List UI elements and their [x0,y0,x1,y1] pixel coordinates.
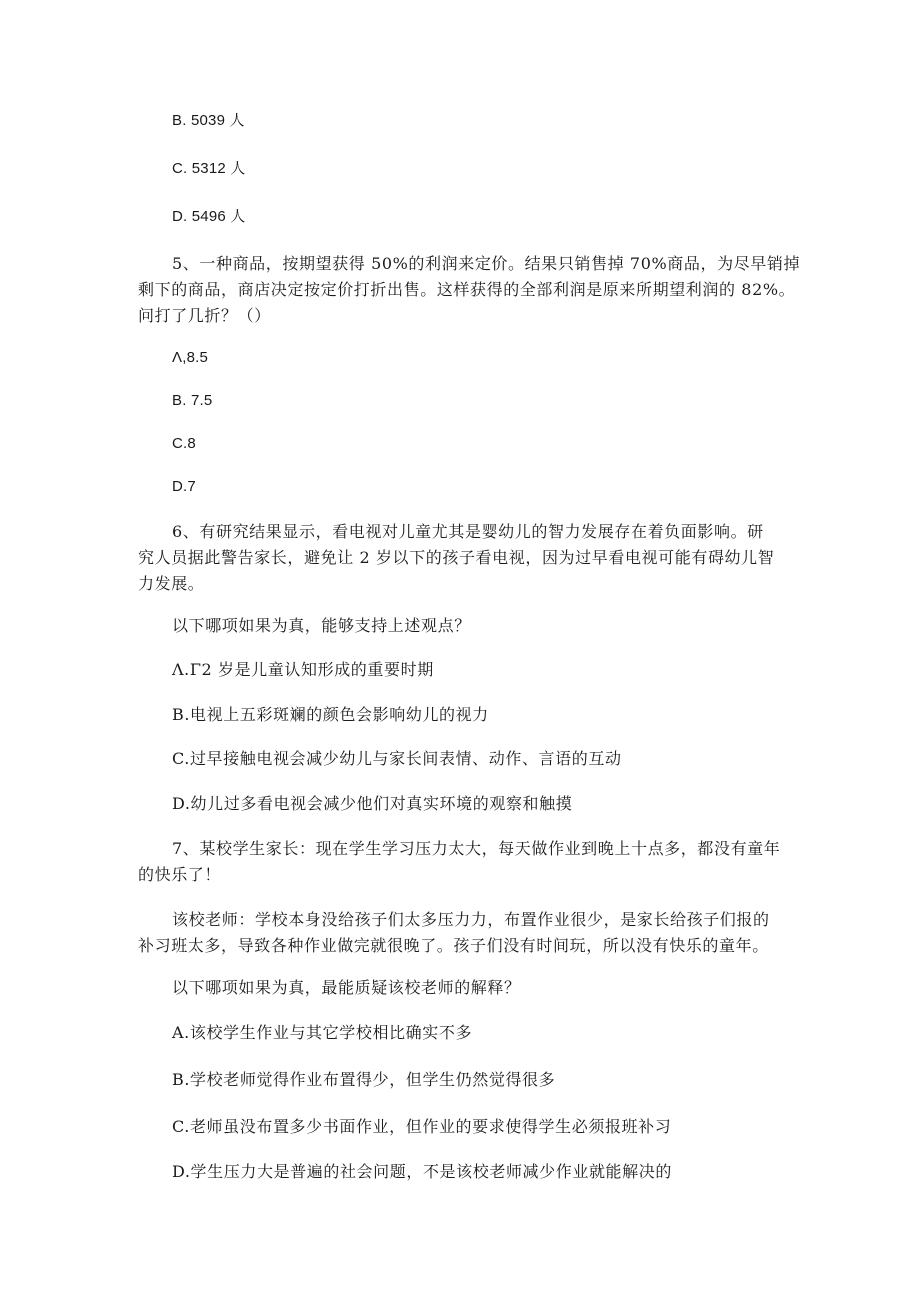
q6-stem-line-3: 力发展。 [138,574,205,593]
q7-teacher-line-1: 该校老师：学校本身没给孩子们太多压力力，布置作业很少，是家长给孩子们报的 [172,910,770,929]
q6-option-c: C.过早接触电视会减少幼儿与家长间表情、动作、言语的互动 [172,749,622,768]
q7-option-c: C.老师虽没布置多少书面作业，但作业的要求使得学生必须报班补习 [172,1117,672,1136]
q4-option-d: D. 5496 人 [172,208,246,225]
q5-option-b: B. 7.5 [172,392,213,409]
q7-option-d: D.学生压力大是普遍的社会问题，不是该校老师减少作业就能解决的 [172,1162,672,1181]
q6-option-b: B.电视上五彩斑斓的颜色会影响幼儿的视力 [172,705,489,724]
q7-parent-line-2: 的快乐了！ [138,865,222,884]
q5-option-c: C.8 [172,435,196,452]
q7-teacher-line-2: 补习班太多，导致各种作业做完就很晚了。孩子们没有时间玩，所以没有快乐的童年。 [138,936,769,955]
q7-option-a: A.该校学生作业与其它学校相比确实不多 [172,1023,473,1042]
q5-stem-line-2: 剩下的商品，商店决定按定价打折出售。这样获得的全部利润是原来所期望利润的 82%。 [138,280,796,299]
q5-stem-line-1: 5、一种商品，按期望获得 50%的利润来定价。结果只销售掉 70%商品，为尽早销掉 [172,254,801,273]
q4-option-b: B. 5039 人 [172,112,245,129]
q5-option-d: D.7 [172,478,196,495]
q6-question: 以下哪项如果为真，能够支持上述观点？ [172,616,471,635]
q6-option-d: D.幼儿过多看电视会减少他们对真实环境的观察和触摸 [172,794,573,813]
q6-option-a: Λ.Γ2 岁是儿童认知形成的重要时期 [172,660,434,679]
q5-option-a: Λ,8.5 [172,349,209,366]
q7-question: 以下哪项如果为真，最能质疑该校老师的解释？ [172,978,521,997]
q6-stem-line-1: 6、有研究结果显示，看电视对儿童尤其是婴幼儿的智力发展存在着负面影响。研 [172,522,764,541]
q7-parent-line-1: 7、某校学生家长：现在学生学习压力太大，每天做作业到晚上十点多，都没有童年 [172,839,781,858]
q7-option-b: B.学校老师觉得作业布置得少，但学生仍然觉得很多 [172,1070,556,1089]
q5-stem-line-3: 问打了几折？（） [138,306,271,325]
q6-stem-line-2: 究人员据此警告家长，避免让 2 岁以下的孩子看电视，因为过早看电视可能有碍幼儿智 [138,548,775,567]
q4-option-c: C. 5312 人 [172,160,246,177]
